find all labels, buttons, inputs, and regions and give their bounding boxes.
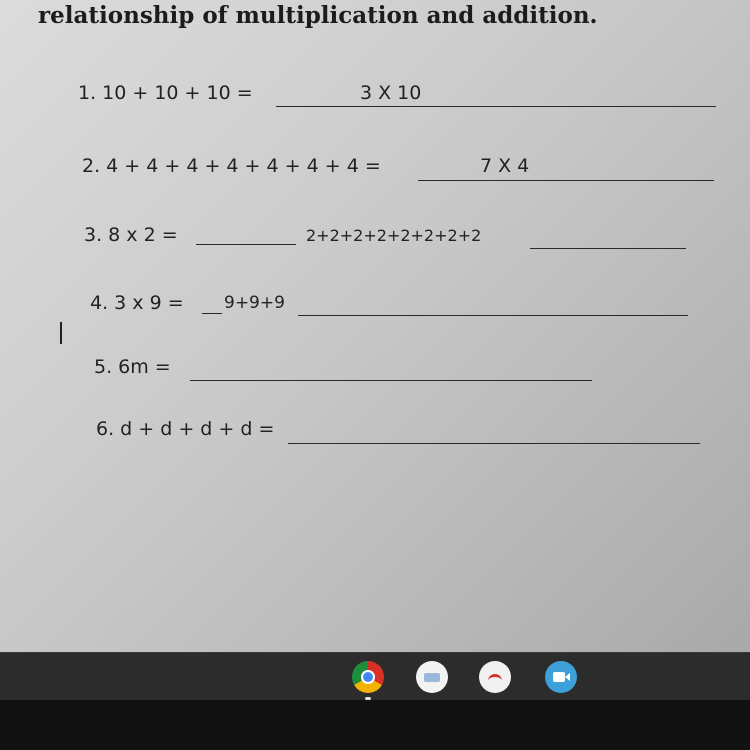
meet-icon[interactable]	[545, 661, 577, 693]
problem-2	[82, 155, 722, 185]
problem-4	[90, 292, 695, 322]
problem-2-answer: 7 X 4	[480, 155, 530, 177]
problem-2-prompt: 2. 4 + 4 + 4 + 4 + 4 + 4 + 4 =	[82, 155, 381, 177]
problem-6	[96, 418, 706, 448]
problem-4-blank-b	[298, 315, 688, 316]
drawing-icon[interactable]	[479, 661, 511, 693]
problem-4-prompt: 4. 3 x 9 =	[90, 292, 184, 314]
device-bezel	[0, 700, 750, 750]
problem-5-blank	[190, 380, 592, 381]
problem-6-prompt: 6. d + d + d + d =	[96, 418, 275, 440]
problem-3	[84, 224, 694, 254]
problem-1	[78, 82, 723, 112]
files-icon[interactable]	[416, 661, 448, 693]
problem-5	[94, 356, 599, 386]
problem-3-blank-a	[196, 244, 296, 245]
problem-1-blank	[276, 106, 716, 107]
worksheet-heading: relationship of multiplication and addition.	[38, 2, 598, 29]
problem-3-prompt: 3. 8 x 2 =	[84, 224, 178, 246]
chrome-icon[interactable]	[352, 661, 384, 693]
problem-3-blank-b	[530, 248, 686, 249]
problem-1-answer: 3 X 10	[360, 82, 422, 104]
problem-1-prompt: 1. 10 + 10 + 10 =	[78, 82, 253, 104]
problem-2-blank	[418, 180, 714, 181]
problem-6-blank	[288, 443, 700, 444]
problem-4-blank-a	[202, 313, 222, 314]
problem-5-prompt: 5. 6m =	[94, 356, 171, 378]
problem-3-answer: 2+2+2+2+2+2+2+2	[306, 226, 482, 245]
text-cursor	[60, 322, 62, 344]
problem-4-answer: 9+9+9	[224, 293, 285, 313]
